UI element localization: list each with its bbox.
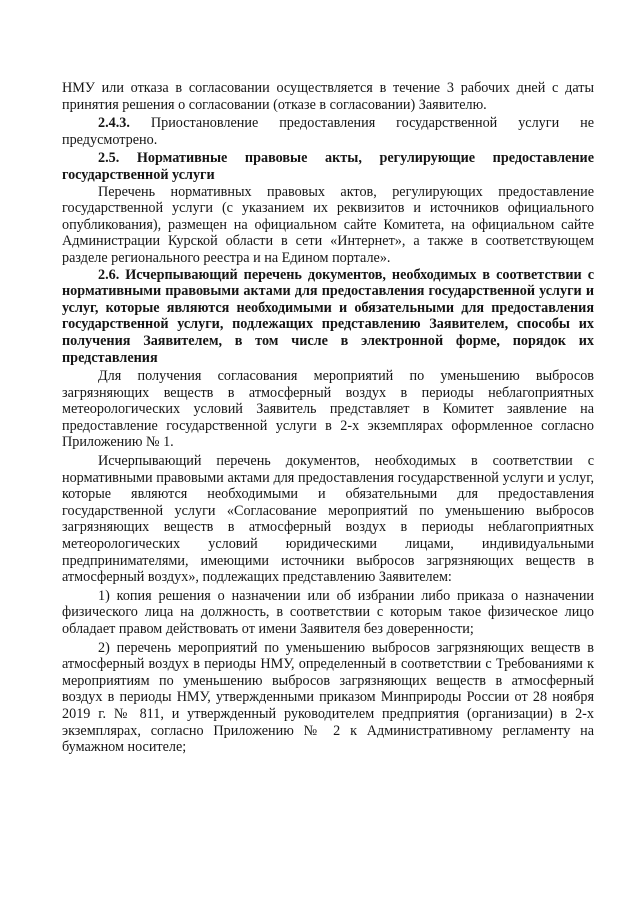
- section-2-5-text: Перечень нормативных правовых актов, регулирующих предоставление государственной услуги (с указанием их реквизитов и источников официального опубликования), размещен на официальном сайте Комитета, на официальном сайте Администрации Курской области в сети «Интернет», а также в соответствующем разделе регионального реестра и на Едином портале».: [62, 183, 594, 266]
- clause-2-4-3: [62, 115, 594, 148]
- list-item-2: 2) перечень мероприятий по уменьшению выбросов загрязняющих веществ в атмосферный воздух в периоды НМУ, определенный в соответствии с Требованиями к мероприятиям по уменьшению выбросов загрязняющих веществ в атмосферный воздух в периоды НМУ, утвержденными приказом Минприроды России от 28 ноября 2019 г. № 811, и утвержденный руководителем предприятия (организации) в 2-х экземплярах, согласно Приложению № 2 к Административному регламенту на бумажном носителе;: [62, 639, 594, 756]
- clause-number: 2.4.3.: [98, 115, 130, 132]
- list-item-1: 1) копия решения о назначении или об избрании либо приказа о назначении физического лица на должность, в соответствии с которым такое физическое лицо обладает правом действовать от имени Заявителя без доверенности;: [62, 587, 594, 637]
- section-2-5-heading: 2.5. Нормативные правовые акты, регулирующие предоставление государственной услуги: [62, 150, 594, 183]
- clause-text: Приостановление предоставления государственной услуги не предусмотрено.: [62, 115, 594, 148]
- paragraph-nmu-deadline: НМУ или отказа в согласовании осуществляется в течение 3 рабочих дней с даты принятия решения о согласовании (отказе в согласовании) Заявителю.: [62, 80, 594, 113]
- section-2-6-paragraph-2: Исчерпывающий перечень документов, необходимых в соответствии с нормативными правовыми актами для предоставления государственной услуги и услуг, которые являются необходимыми и обязательными для предоставления государственной услуги «Согласование мероприятий по уменьшению выбросов загрязняющих веществ в атмосферный воздух в периоды неблагоприятных метеорологических условий юридическими лицами, индивидуальными предпринимателями, имеющими источники выбросов загрязняющих веществ в атмосферный воздух», подлежащих представлению Заявителем:: [62, 453, 594, 586]
- section-2-6-heading: 2.6. Исчерпывающий перечень документов, необходимых в соответствии с нормативными правовыми актами для предоставления государственной услуги и услуг, которые являются необходимыми и обязательными для предоставления государственной услуги, подлежащих представлению Заявителем, способы их получения Заявителем, в том числе в электронной форме, порядок их представления: [62, 266, 594, 366]
- document-body: [62, 80, 594, 756]
- section-2-6-paragraph-1: Для получения согласования мероприятий по уменьшению выбросов загрязняющих веществ в атмосферный воздух в периоды неблагоприятных метеорологических условий Заявитель представляет в Комитет заявление на предоставление государственной услуги в 2-х экземплярах оформленное согласно Приложению № 1.: [62, 368, 594, 451]
